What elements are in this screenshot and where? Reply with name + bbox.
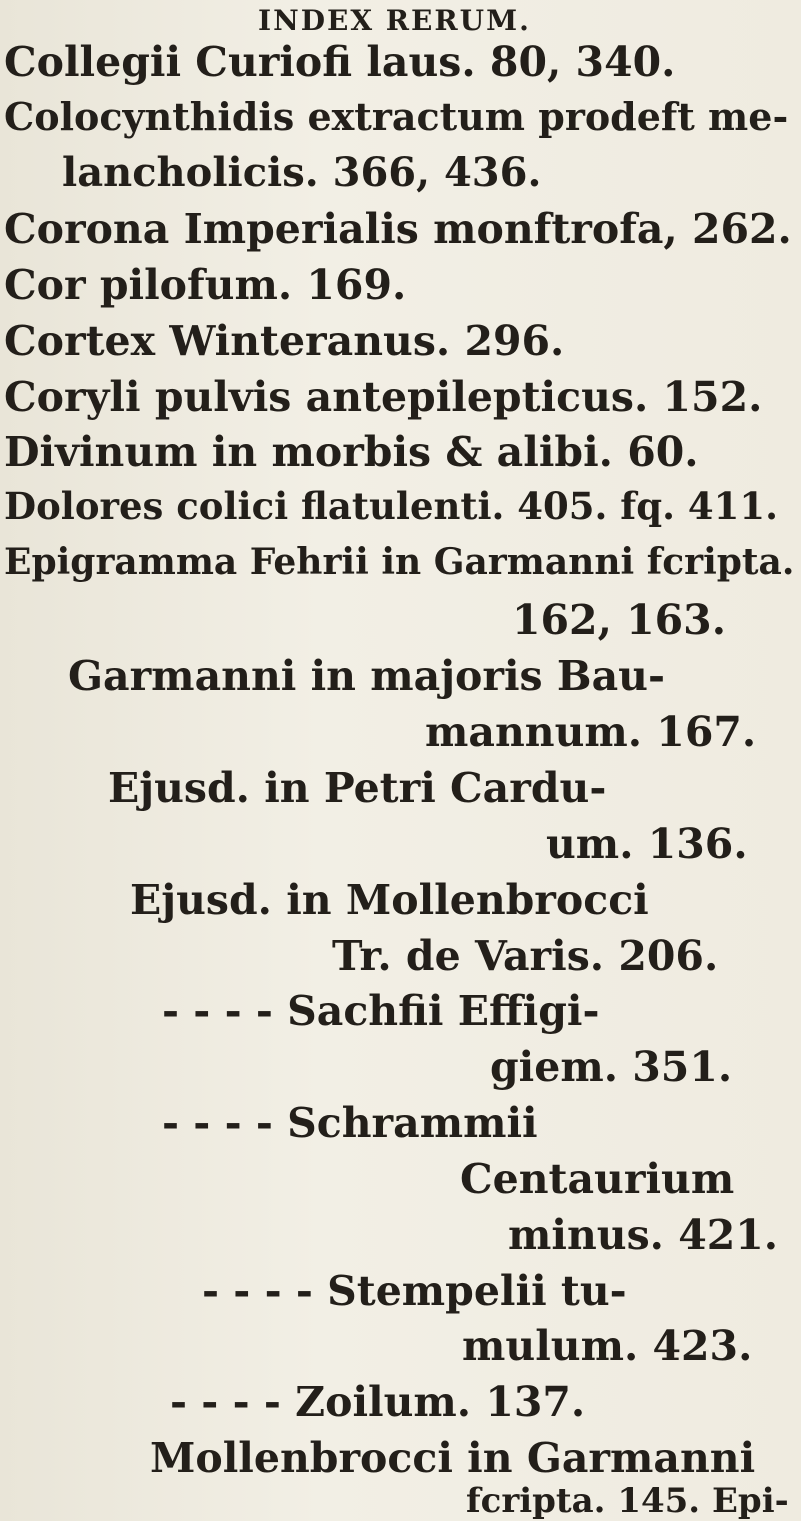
index-entry: minus. 421. <box>508 1211 779 1259</box>
index-entry: - - - - Stempelii tu- <box>202 1267 627 1315</box>
index-entry: giem. 351. <box>490 1043 733 1091</box>
index-entry: - - - - Schrammii <box>162 1099 538 1147</box>
index-entry: mannum. 167. <box>425 708 757 756</box>
index-entry: Epigramma Fehrii in Garmanni fcripta. <box>4 541 795 583</box>
index-entry: um. 136. <box>546 820 748 868</box>
index-entry: Corona Imperialis monftrofa, 262. <box>4 205 792 253</box>
index-entry: Garmanni in majoris Bau- <box>68 652 665 700</box>
index-entry: Cortex Winteranus. 296. <box>4 317 565 365</box>
index-entry: - - - - Zoilum. 137. <box>170 1378 586 1426</box>
index-entry: 162, 163. <box>512 596 726 644</box>
index-entry: Mollenbrocci in Garmanni <box>150 1434 756 1482</box>
index-entry: Ejusd. in Mollenbrocci <box>130 876 649 924</box>
index-entry: fcripta. 145. <box>466 1481 701 1521</box>
index-entry: Coryli pulvis antepilepticus. 152. <box>4 373 763 421</box>
catchword: Epi- <box>712 1481 789 1521</box>
page-header: INDEX RERUM. <box>258 4 531 37</box>
index-entry: Colocynthidis extractum prodeft me- <box>4 94 789 139</box>
index-entry: Collegii Curiofi laus. 80, 340. <box>4 38 676 86</box>
index-entry: Cor pilofum. 169. <box>4 261 407 309</box>
index-entry: Tr. de Varis. 206. <box>332 932 719 980</box>
index-entry: Centaurium <box>460 1155 735 1203</box>
index-entry: mulum. 423. <box>462 1322 753 1370</box>
index-entry: - - - - Sachfii Effigi- <box>162 987 600 1035</box>
index-entry: Ejusd. in Petri Cardu- <box>108 764 607 812</box>
index-entry: Dolores colici flatulenti. 405. fq. 411. <box>4 484 778 528</box>
index-entry: lancholicis. 366, 436. <box>62 149 542 196</box>
index-entry: Divinum in morbis & alibi. 60. <box>4 428 699 476</box>
